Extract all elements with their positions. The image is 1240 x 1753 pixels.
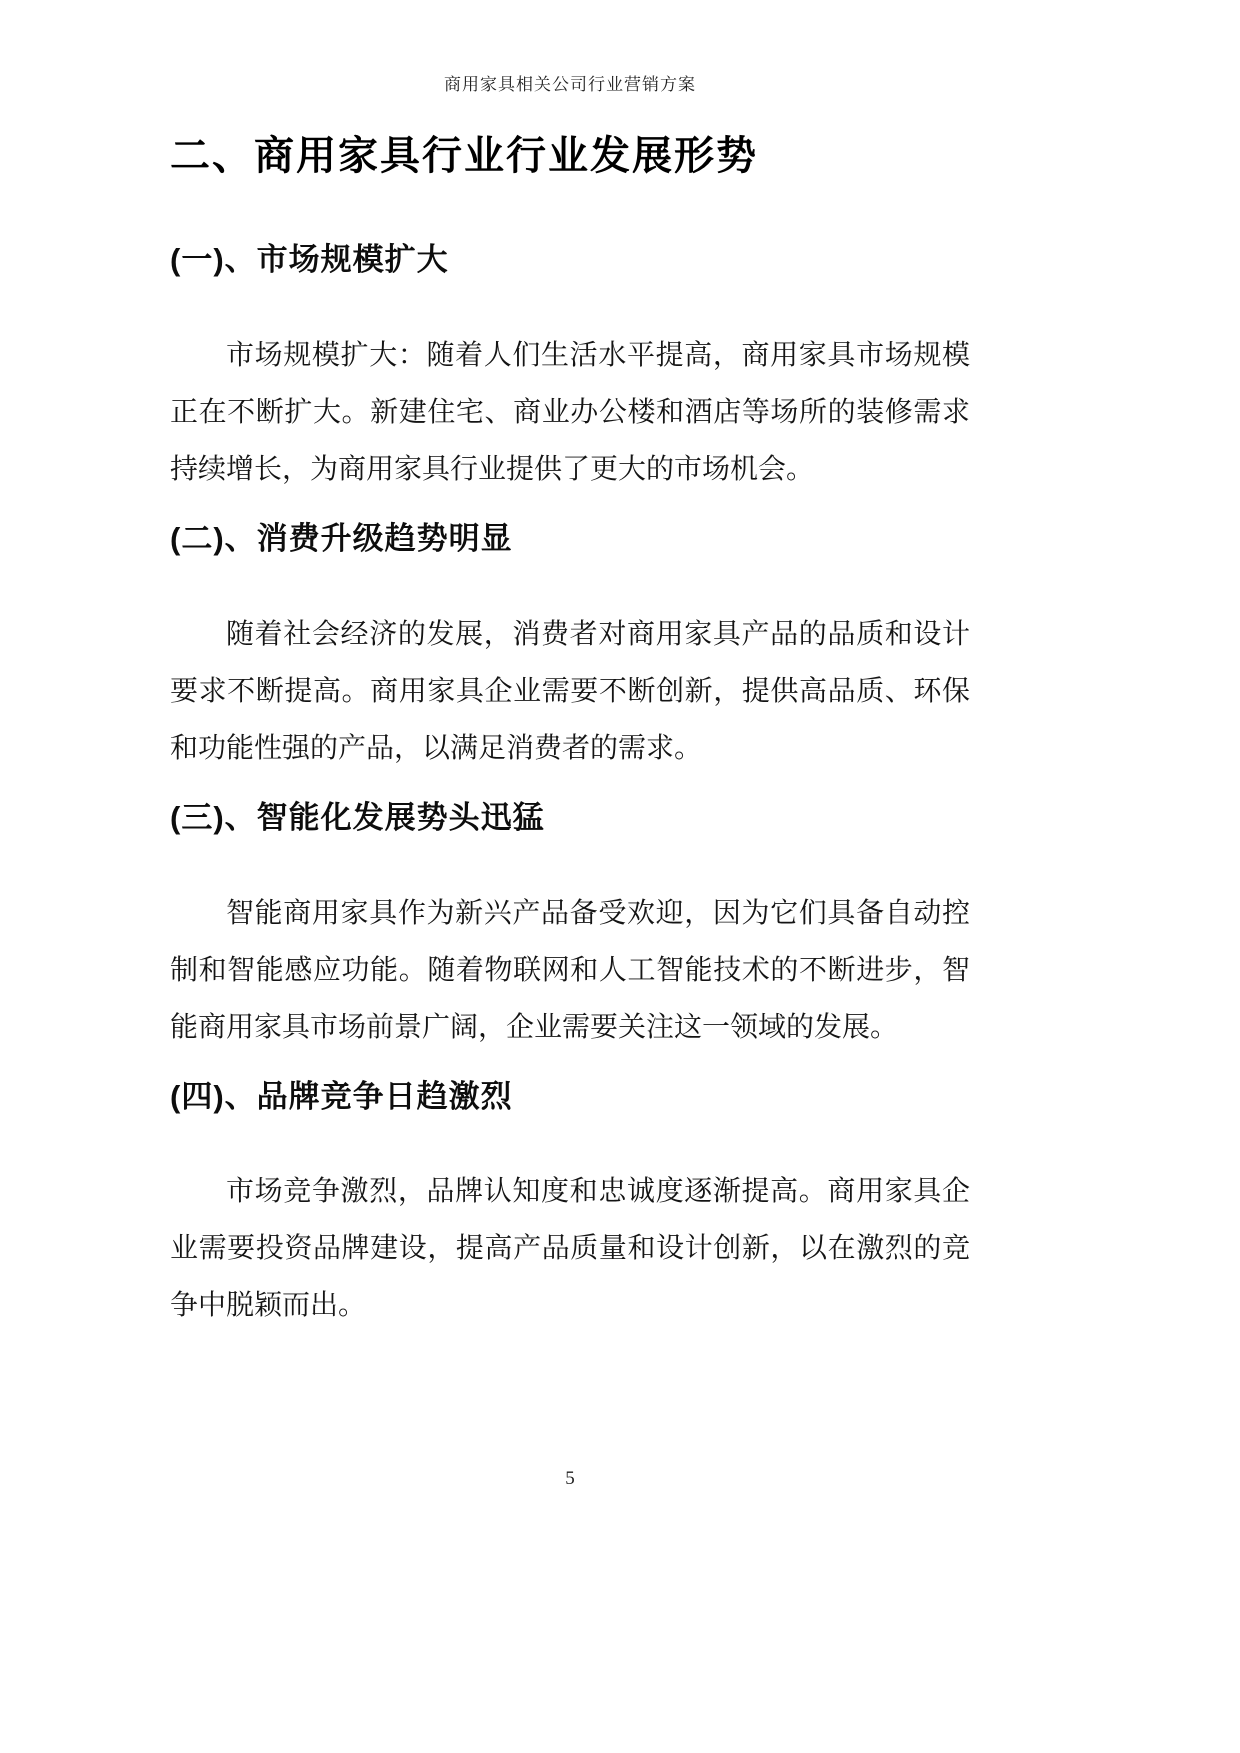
page-header: 商用家具相关公司行业营销方案 bbox=[444, 75, 696, 94]
page-number: 5 bbox=[565, 1468, 575, 1489]
section-heading-smart-development: (三)、智能化发展势头迅猛 bbox=[170, 799, 545, 835]
section-heading-market-scale: (一)、市场规模扩大 bbox=[170, 242, 449, 277]
section-paragraph-consumption-upgrade: 随着社会经济的发展，消费者对商用家具产品的品质和设计要求不断提高。商用家具企业需要不断创新，提供高品质、环保和功能性强的产品，以满足消费者的需求。 bbox=[170, 618, 970, 764]
section-heading-consumption-upgrade: (二)、消费升级趋势明显 bbox=[170, 520, 513, 556]
section-paragraph-smart-development: 智能商用家具作为新兴产品备受欢迎，因为它们具备自动控制和智能感应功能。随着物联网和人工智能技术的不断进步，智能商用家具市场前景广阔，企业需要关注这一领域的发展。 bbox=[170, 897, 970, 1043]
document-title: 二、商用家具行业行业发展形势 bbox=[170, 134, 758, 178]
section-paragraph-market-scale: 市场规模扩大：随着人们生活水平提高，商用家具市场规模正在不断扩大。新建住宅、商业办公楼和酒店等场所的装修需求持续增长，为商用家具行业提供了更大的市场机会。 bbox=[170, 339, 970, 485]
section-heading-brand-competition: (四)、品牌竞争日趋激烈 bbox=[170, 1078, 513, 1114]
section-paragraph-brand-competition: 市场竞争激烈，品牌认知度和忠诚度逐渐提高。商用家具企业需要投资品牌建设，提高产品质量和设计创新，以在激烈的竞争中脱颖而出。 bbox=[170, 1176, 970, 1322]
